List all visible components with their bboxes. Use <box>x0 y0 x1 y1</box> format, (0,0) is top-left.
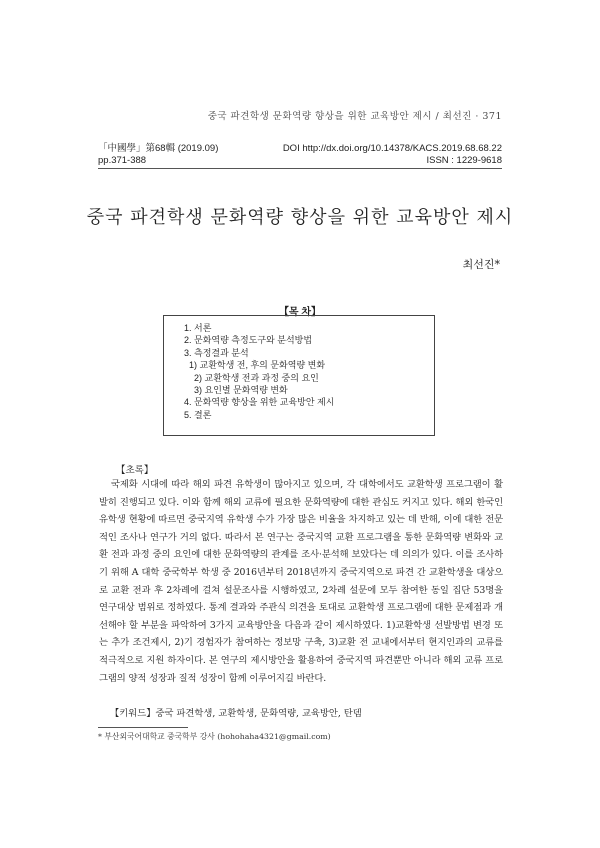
abstract-label: 【초록】 <box>116 465 154 476</box>
author-name: 최선진* <box>462 258 500 271</box>
toc-subitem: 2) 교환학생 전과 과정 중의 요인 <box>194 372 319 383</box>
issn: ISSN : 1229-9618 <box>426 155 502 166</box>
journal-info: 「中國學」第68輯 (2019.09) <box>98 143 219 154</box>
toc-item: 5. 결론 <box>184 409 212 420</box>
abstract-body: 국제화 시대에 따라 해외 파견 유학생이 많아지고 있으며, 각 대학에서도 교환학생 프로그램이 활발히 진행되고 있다. 이와 함께 해외 교류에 필요한 문화역량에 대한 관심도 커지고 있다. 해외 한국인 유학생 현황에 따르면 중국지역 유학생 수가 가장 많은 비율을 차지하고 있는 데 반해, 이에 대한 전문적인 조사나 연구가 거의 없다. 따라서 본 연구는 중국지역 교환 프로그램을 통한 문화역량 변화와 교환 전과 과정 중의 요인에 대한 문화역량의 관계를 조사·분석해 보았다는 데 의의가 있다. 이를 조사하기 위해 A 대학 중국학부 학생 중 2016년부터 2018년까지 중국지역으로 파견 간 교환학생을 대상으로 교환 전과 후 2차례에 걸쳐 설문조사를 시행하였고, 2차례 설문에 모두 참여한 동일 집단 53명을 연구대상 범위로 정하였다. 통계 결과와 주관식 의견을 토대로 교환학생 프로그램에 대한 문제점과 개선해야 할 부분을 파악하여 3가지 교육방안을 다음과 같이 제시하였다. 1)교환학생 선발방법 변경 또는 추가 조건제시, 2)기 경험자가 참여하는 정보망 구축, 3)교환 전 교내에서부터 현지인과의 교류를 적극적으로 지원 하자이다. 본 연구의 제시방안을 활용하여 중국지역 파견뿐만 아니라 해외 교류 프로그램의 양적 성장과 질적 성장이 함께 이루어지길 바란다. <box>99 479 503 684</box>
page-range: pp.371-388 <box>98 155 147 166</box>
toc-item: 3. 측정결과 분석 <box>184 347 249 358</box>
meta-divider <box>98 168 502 169</box>
toc-subitem: 1) 교환학생 전, 후의 문화역량 변화 <box>189 360 326 371</box>
toc-subitem: 3) 요인별 문화역량 변화 <box>194 384 288 395</box>
toc-item: 2. 문화역량 측정도구와 분석방법 <box>184 335 313 346</box>
keywords: 【키워드】중국 파견학생, 교환학생, 문화역량, 교육방안, 탄뎀 <box>110 708 362 719</box>
footnote-divider <box>98 727 188 728</box>
toc-label: 【목 차】 <box>278 307 322 318</box>
paper-title: 중국 파견학생 문화역량 향상을 위한 교육방안 제시 <box>86 207 514 228</box>
table-of-contents <box>184 322 334 421</box>
toc-item: 1. 서론 <box>184 323 212 333</box>
running-header: 중국 파견학생 문화역량 향상을 위한 교육방안 제시 / 최선진 · 371 <box>207 111 502 122</box>
article-meta <box>98 143 502 167</box>
author-footnote: * 부산외국어대학교 중국학부 강사 (hohohaha4321@gmail.com) <box>98 732 331 741</box>
doi-link[interactable]: DOI http://dx.doi.org/10.14378/KACS.2019.68.68.22 <box>282 143 502 154</box>
toc-item: 4. 문화역량 향상을 위한 교육방안 제시 <box>184 397 335 408</box>
